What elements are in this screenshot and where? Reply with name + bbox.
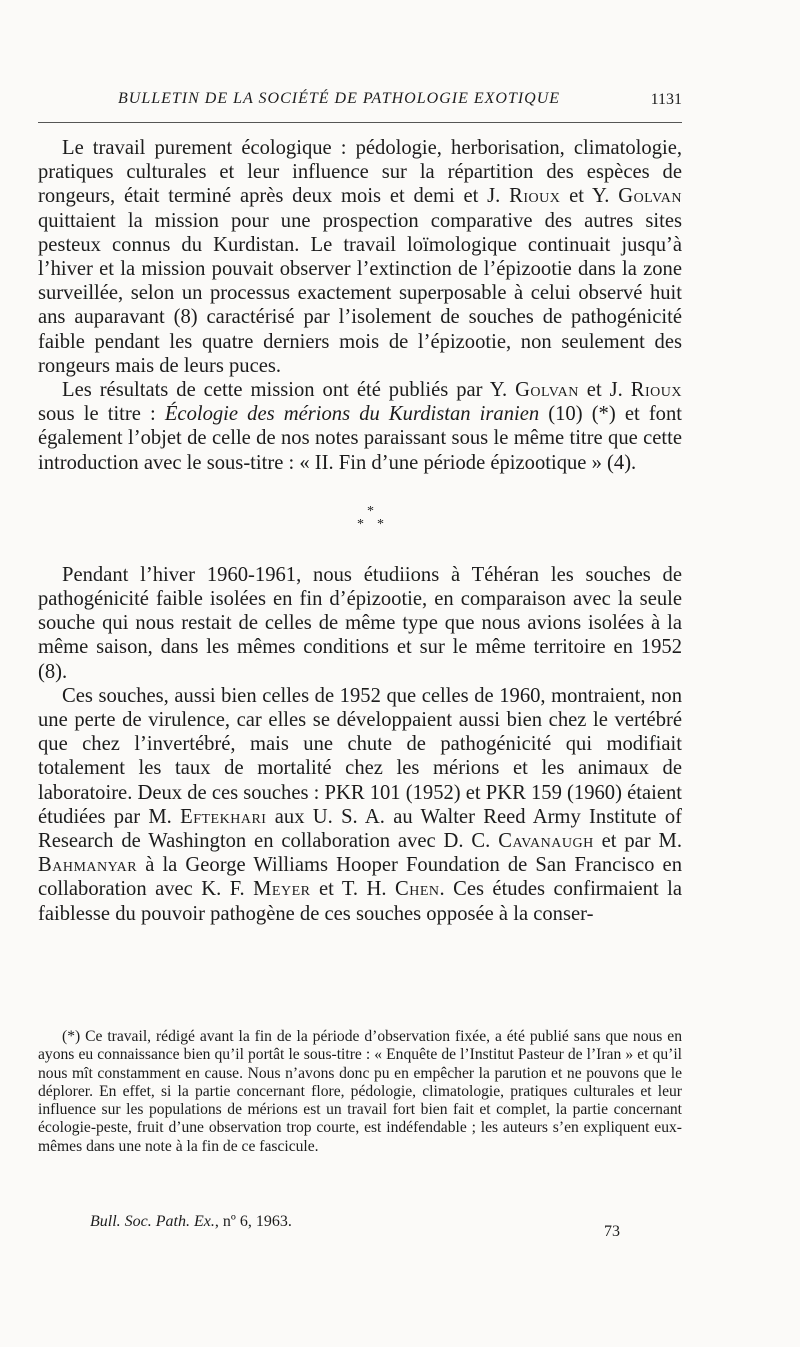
separator-star: * xyxy=(357,516,364,532)
running-title: BULLETIN DE LA SOCIÉTÉ DE PATHOLOGIE EXOTIQUE xyxy=(118,90,561,107)
signature-mark: 73 xyxy=(604,1223,620,1240)
running-header xyxy=(38,90,682,114)
p4-text-a: Ces souches, aussi bien celles de 1952 que celles de 1960, montraient, non une perte de virulence, car elles se développaient aussi bien chez le vertébré que chez l’invertébré, mais une chute de pathogénicité qui modifiait totalement les taux de mortalité chez les mérions et les animaux de laboratoire. Deux de ces souches : PKR 101 (1952) et PKR 159 (1960) étaient étudiées par M. xyxy=(38,684,682,828)
author-bahmanyar: Bahmanyar xyxy=(38,854,138,877)
journal-reference xyxy=(90,1213,292,1231)
p1-text-c: quittaient la mission pour une prospection comparative des autres sites pesteux connus du Kurdistan. Le travail loïmologique continuait jusqu’à l’hiver et la mission pouvait observer l’extinction de l’épizootie dans la zone surveillée, selon un processus exactement superposable à celui observé huit ans auparavant (8) caractérisé par l’isolement de souches de pathogénicité faible pendant les quatre derniers mois de l’épizootie, non seulement des rongeurs mais de leurs puces. xyxy=(38,209,682,377)
p4-text-c: et par M. xyxy=(593,830,682,853)
p4-text-f: . Ces études confirmaient la faiblesse du pouvoir pathogène de ces souches opposée à la conser- xyxy=(38,878,682,925)
page-footer xyxy=(38,1213,682,1240)
footnote-text: (*) Ce travail, rédigé avant la fin de la période d’observation fixée, a été publié sans que nous en ayons eu connaissance bien qu’il portât le sous-titre : « Enquête de l’Institut Pasteur de l’Iran » et qu’il nous mît constamment en cause. Nous n’avons donc pu en empêcher la parution et ne pouvons que le déplorer. En effet, si la partie concernant flore, pédologie, climatologie, pratiques culturales et leur influence sur les populations de mérions est un travail fort bien fait et complet, la partie concernant écologie-peste, fruit d’une observation trop courte, est indéfendable ; les auteurs s’en expliquent eux-mêmes dans une note à la fin de ce fascicule. xyxy=(38,1028,682,1155)
author-chen: Chen xyxy=(394,878,440,901)
cited-title: Écologie des mérions du Kurdistan iranien xyxy=(164,403,540,426)
p2-text-d: (10) (*) et font également l’objet de celle de nos notes paraissant sous le même titre que cette introduction avec le sous-titre : « II. Fin d’une période épizootique » (4). xyxy=(38,403,682,474)
p2-text-b: et J. xyxy=(578,379,631,402)
author-meyer: Meyer xyxy=(253,878,311,901)
author-golvan: Golvan xyxy=(618,185,682,208)
author-rioux: Rioux xyxy=(630,379,682,402)
author-golvan: Golvan xyxy=(515,379,579,402)
section-separator xyxy=(38,475,682,563)
paragraph-2 xyxy=(38,378,682,475)
p4-text-b: aux U. S. A. au Walter Reed Army Institute of Research de Washington en collaboration avec D. C. xyxy=(38,805,682,853)
paragraph-4 xyxy=(38,684,682,926)
body-text xyxy=(38,136,682,926)
separator-star: * xyxy=(377,516,384,532)
header-rule xyxy=(38,122,682,123)
p1-text-b: et Y. xyxy=(560,185,619,208)
separator-star: * xyxy=(367,503,374,519)
author-eftekhari: Eftekhari xyxy=(180,805,267,828)
footnote xyxy=(38,1028,682,1156)
author-cavanaugh: Cavanaugh xyxy=(498,830,594,853)
p4-text-d: à la George Williams Hooper Foundation de San Francisco en collaboration avec K. F. xyxy=(38,854,682,901)
paragraph-3: Pendant l’hiver 1960-1961, nous étudiions à Téhéran les souches de pathogénicité faible isolées en fin d’épizootie, en comparaison avec la seule souche qui nous restait de celles de même type que nous avions isolées à la même saison, dans les mêmes conditions et sur le même territoire en 1952 (8). xyxy=(38,563,682,683)
journal-name: Bull. Soc. Path. Ex. xyxy=(90,1213,215,1230)
page-number: 1131 xyxy=(650,91,682,108)
p2-text-a: Les résultats de cette mission ont été publiés par Y. xyxy=(62,379,516,402)
author-rioux: Rioux xyxy=(509,185,561,208)
p2-text-c: sous le titre : xyxy=(38,403,165,426)
p4-text-e: et T. H. xyxy=(310,878,395,901)
paragraph-1 xyxy=(38,136,682,378)
journal-issue: , nº 6, 1963. xyxy=(214,1213,292,1230)
p1-text-a: Le travail purement écologique : pédologie, herborisation, climatologie, pratiques culturales et leur influence sur la répartition des espèces de rongeurs, était terminé après deux mois et demi et J. xyxy=(38,137,682,208)
